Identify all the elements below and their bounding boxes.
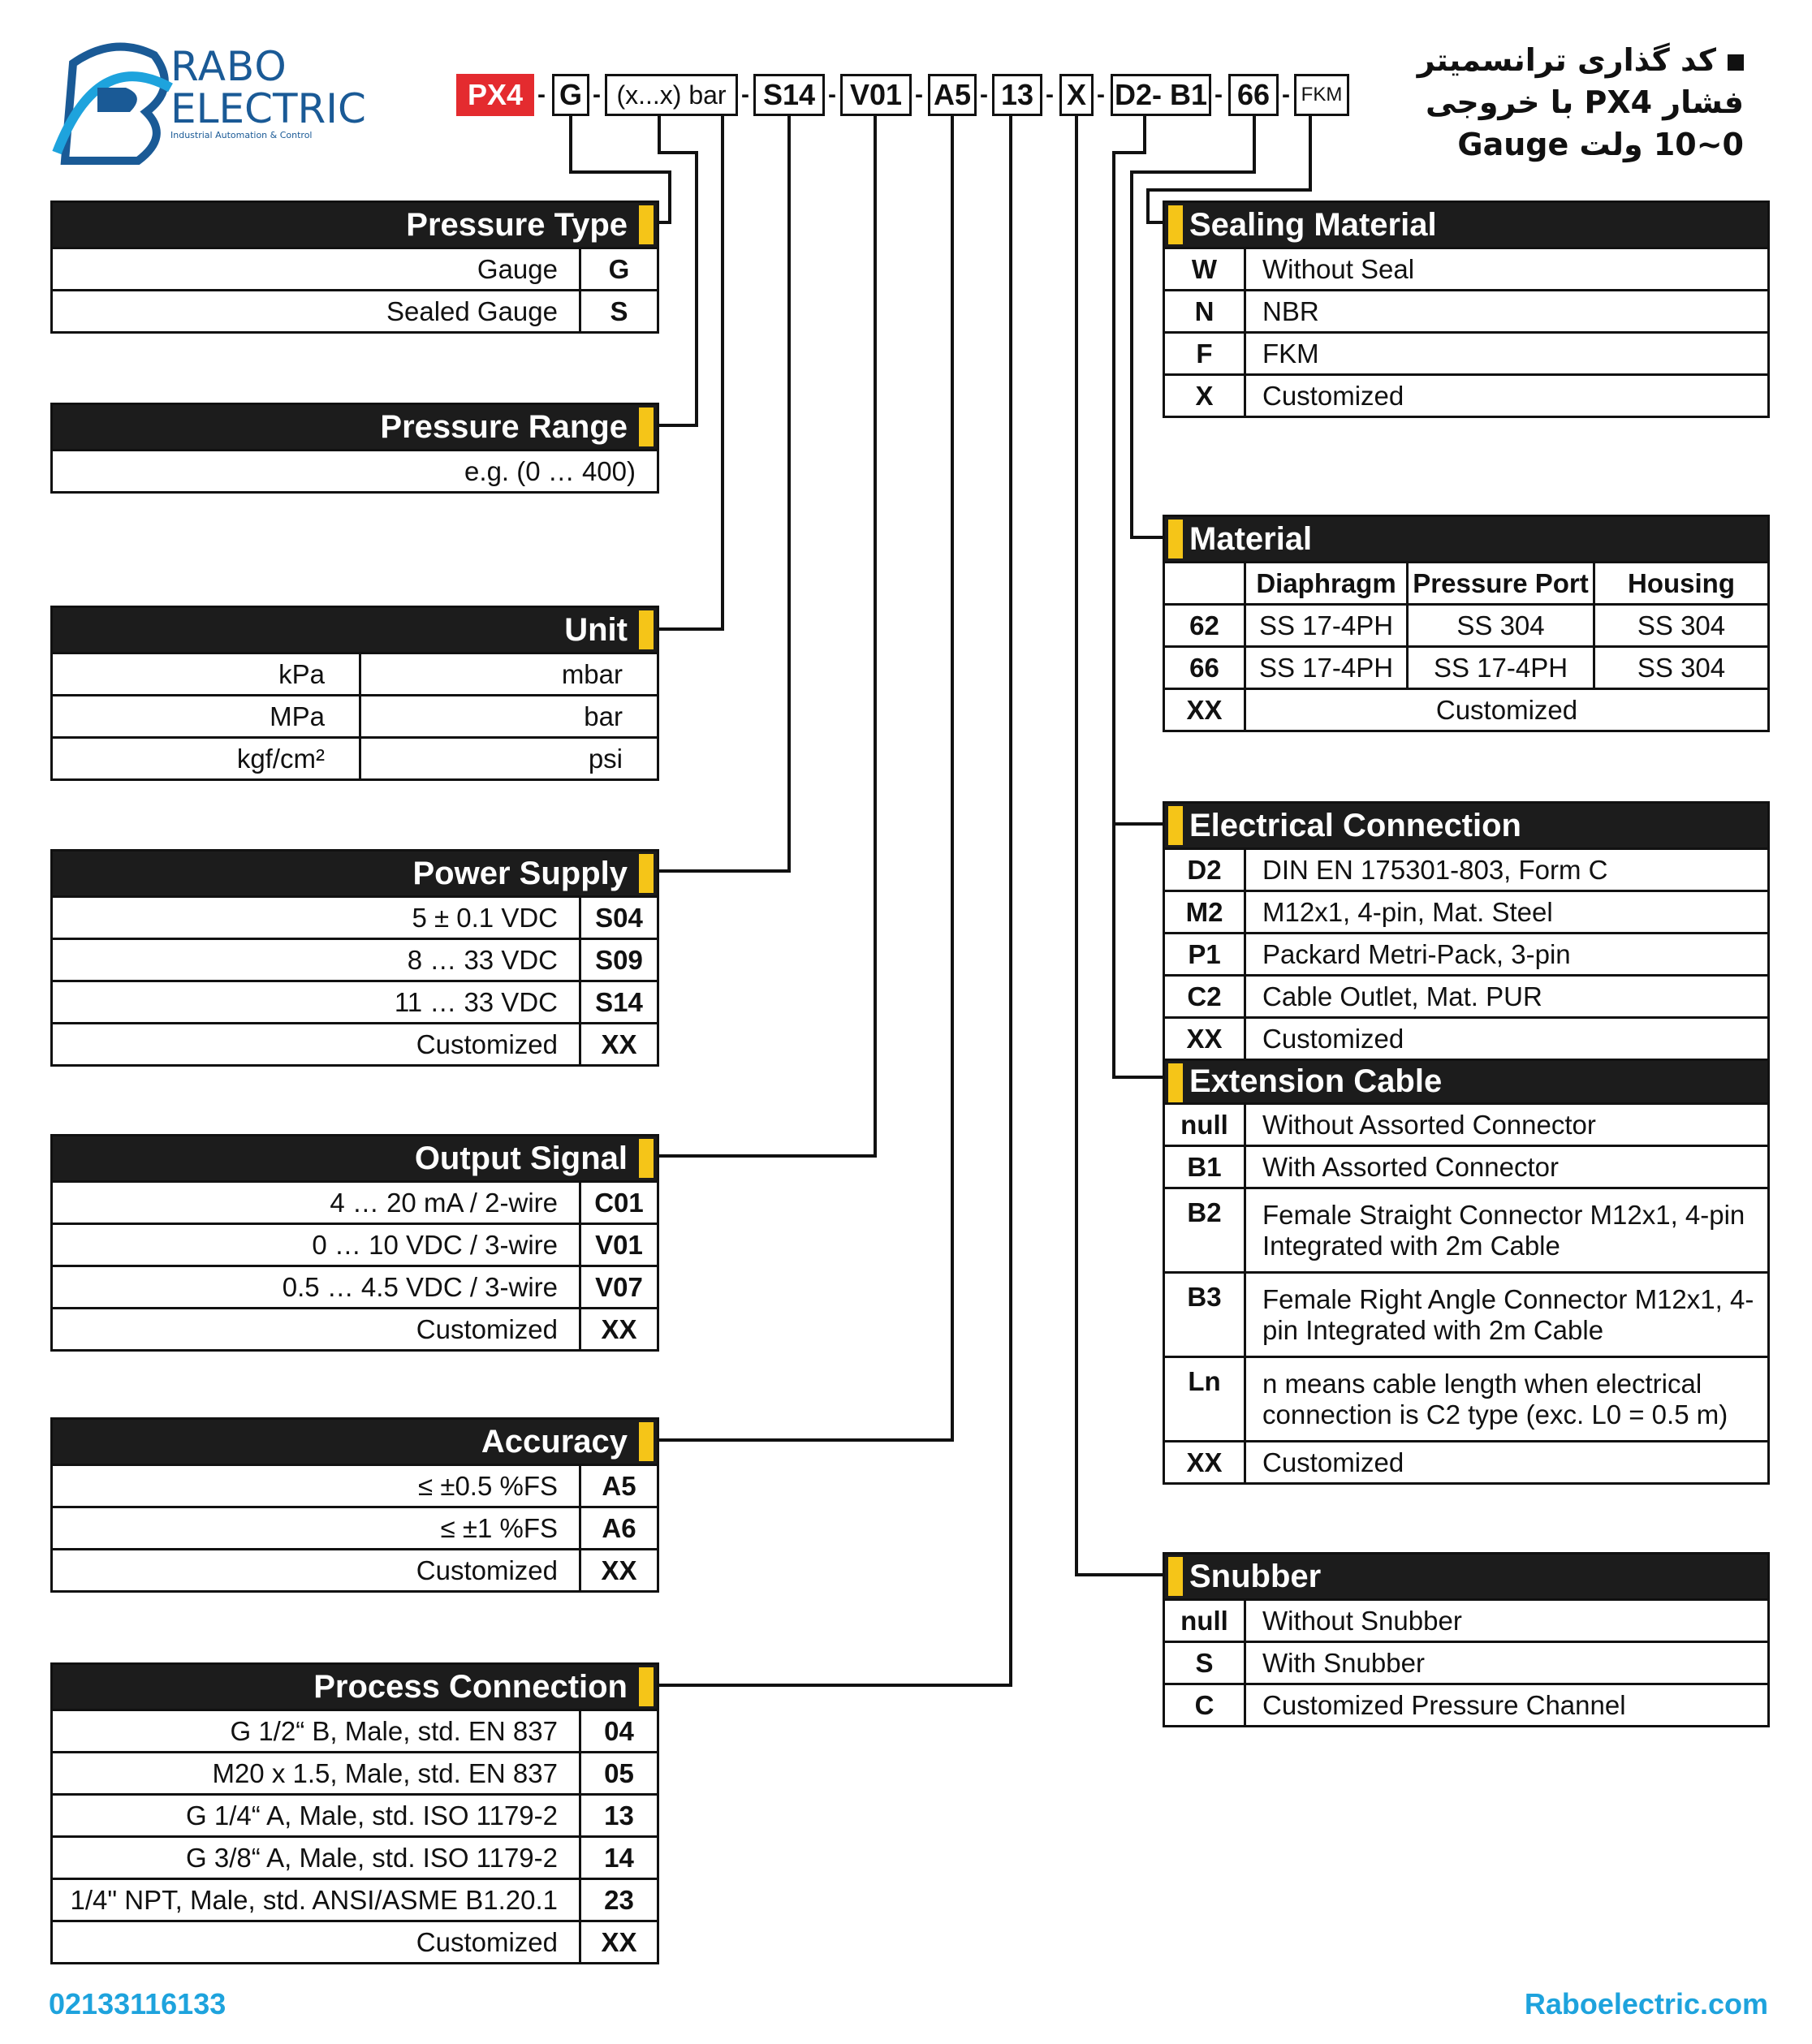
row-desc: FKM bbox=[1262, 338, 1319, 369]
table-row bbox=[53, 449, 657, 491]
row-desc: n means cable length when electrical connection is C2 type (exc. L0 = 0.5 m) bbox=[1262, 1368, 1728, 1430]
material-cell: SS 17-4PH bbox=[1246, 648, 1409, 688]
column-header: Housing bbox=[1628, 567, 1735, 598]
table-row bbox=[53, 1464, 657, 1506]
table-row bbox=[53, 694, 657, 736]
row-code: V01 bbox=[579, 1225, 657, 1265]
row-code: A5 bbox=[579, 1466, 657, 1506]
row-code: 23 bbox=[579, 1880, 657, 1920]
row-desc: Female Right Angle Connector M12x1, 4-pin Integrated with 2m Cable bbox=[1262, 1283, 1754, 1345]
brand-name-line2: ELECTRIC bbox=[170, 85, 366, 132]
output-signal-table bbox=[50, 1134, 659, 1352]
table-row bbox=[1165, 331, 1767, 373]
table-title: Electrical Connection bbox=[1189, 807, 1521, 843]
header-marker bbox=[639, 1422, 654, 1461]
row-desc: Without Seal bbox=[1262, 253, 1415, 284]
table-row bbox=[53, 1307, 657, 1349]
row-code: M2 bbox=[1165, 892, 1246, 932]
row-desc: Customized bbox=[1435, 694, 1578, 725]
table-row bbox=[1165, 373, 1767, 416]
title-line2: فشار PX4 با خروجی bbox=[1425, 84, 1744, 120]
row-code: N bbox=[1165, 291, 1246, 331]
header-marker bbox=[1168, 520, 1183, 558]
page-title bbox=[1417, 39, 1744, 166]
table-row bbox=[1165, 1356, 1767, 1440]
row-desc: With Snubber bbox=[1262, 1647, 1425, 1678]
unit-cell: mbar bbox=[561, 658, 623, 689]
row-desc: Customized bbox=[416, 1555, 558, 1585]
row-desc: Customized bbox=[416, 1028, 558, 1059]
table-row bbox=[53, 289, 657, 331]
row-desc: Customized bbox=[1262, 380, 1404, 411]
column-header: Pressure Port bbox=[1409, 563, 1595, 603]
table-row bbox=[1165, 890, 1767, 932]
table-row bbox=[1165, 603, 1767, 645]
table-row bbox=[53, 1793, 657, 1835]
code-seg-electrical: D2- B1 bbox=[1111, 74, 1211, 116]
row-code: Ln bbox=[1165, 1358, 1246, 1440]
table-row bbox=[53, 938, 657, 980]
header-marker bbox=[1168, 806, 1183, 845]
code-sep: - bbox=[980, 81, 988, 108]
footer-phone: 02133116133 bbox=[49, 1987, 226, 2020]
table-row bbox=[1165, 289, 1767, 331]
table-row bbox=[1165, 645, 1767, 688]
unit-cell: bar bbox=[584, 701, 623, 731]
code-sep: - bbox=[741, 81, 749, 108]
row-code: 62 bbox=[1165, 606, 1246, 645]
code-seg-model: PX4 bbox=[456, 74, 534, 116]
row-code: XX bbox=[1165, 1019, 1246, 1059]
row-code: 05 bbox=[579, 1753, 657, 1793]
table-title: Pressure Range bbox=[380, 408, 628, 445]
table-row bbox=[1165, 247, 1767, 289]
row-code: XX bbox=[579, 1309, 657, 1349]
rabo-logo-icon bbox=[49, 31, 179, 173]
table-row bbox=[53, 1709, 657, 1751]
table-row bbox=[53, 1835, 657, 1878]
row-code: XX bbox=[579, 1024, 657, 1064]
row-code: W bbox=[1165, 249, 1246, 289]
code-sep: - bbox=[828, 81, 836, 108]
table-row bbox=[1165, 1598, 1767, 1641]
material-cell: SS 304 bbox=[1637, 652, 1726, 683]
row-desc: G 1/2“ B, Male, std. EN 837 bbox=[230, 1715, 558, 1746]
row-code: F bbox=[1165, 334, 1246, 373]
material-cell: SS 304 bbox=[1409, 606, 1595, 645]
row-desc: Without Snubber bbox=[1262, 1605, 1462, 1636]
table-title: Power Supply bbox=[412, 855, 628, 891]
brand-name-line1: RABO bbox=[170, 43, 287, 90]
table-title: Sealing Material bbox=[1189, 206, 1437, 243]
row-desc: Female Straight Connector M12x1, 4-pin Integrated with 2m Cable bbox=[1262, 1199, 1745, 1261]
code-seg-process: 13 bbox=[992, 74, 1042, 116]
row-desc: 0.5 … 4.5 VDC / 3-wire bbox=[282, 1271, 558, 1302]
table-row bbox=[1165, 1683, 1767, 1725]
table-title: Extension Cable bbox=[1189, 1063, 1443, 1099]
row-desc: Sealed Gauge bbox=[386, 295, 558, 326]
table-title: Snubber bbox=[1189, 1558, 1322, 1594]
row-desc: Customized Pressure Channel bbox=[1262, 1689, 1626, 1720]
row-desc: 5 ± 0.1 VDC bbox=[412, 902, 558, 933]
row-code: C01 bbox=[579, 1183, 657, 1223]
row-code: G bbox=[579, 249, 657, 289]
row-desc: 0 … 10 VDC / 3-wire bbox=[312, 1229, 558, 1260]
row-desc: Customized bbox=[416, 1926, 558, 1957]
code-seg-accuracy: A5 bbox=[928, 74, 977, 116]
table-title: Material bbox=[1189, 520, 1313, 557]
row-code: XX bbox=[1165, 1442, 1246, 1482]
table-header-row bbox=[1165, 561, 1767, 603]
row-code: S09 bbox=[579, 940, 657, 980]
header-marker bbox=[639, 854, 654, 893]
row-desc: Packard Metri-Pack, 3-pin bbox=[1262, 938, 1571, 969]
pressure-range-table bbox=[50, 403, 659, 494]
row-desc: M12x1, 4-pin, Mat. Steel bbox=[1262, 896, 1553, 927]
row-code: X bbox=[1165, 376, 1246, 416]
electrical-connection-table bbox=[1163, 801, 1770, 1485]
table-row bbox=[53, 1506, 657, 1548]
header-marker bbox=[1168, 1063, 1183, 1102]
code-seg-material: 66 bbox=[1228, 74, 1279, 116]
header-marker bbox=[639, 408, 654, 446]
pressure-type-table bbox=[50, 201, 659, 334]
row-code: XX bbox=[579, 1922, 657, 1962]
table-title: Pressure Type bbox=[406, 206, 628, 243]
row-desc: 1/4" NPT, Male, std. ANSI/ASME B1.20.1 bbox=[70, 1884, 558, 1915]
code-sep: - bbox=[537, 81, 546, 108]
row-code: B1 bbox=[1165, 1147, 1246, 1187]
table-row bbox=[1165, 1187, 1767, 1271]
row-code: 66 bbox=[1165, 648, 1246, 688]
row-code: null bbox=[1165, 1601, 1246, 1641]
brand-tagline: Industrial Automation & Control bbox=[170, 130, 313, 140]
row-desc: DIN EN 175301-803, Form C bbox=[1262, 854, 1608, 885]
header-marker bbox=[639, 205, 654, 244]
table-row bbox=[1165, 1016, 1767, 1059]
unit-cell: kgf/cm² bbox=[53, 739, 361, 778]
table-row bbox=[53, 1265, 657, 1307]
row-desc: ≤ ±0.5 %FS bbox=[418, 1470, 558, 1501]
header-marker bbox=[1168, 205, 1183, 244]
title-line3: 0~10 ولت Gauge bbox=[1457, 127, 1744, 162]
code-seg-output: V01 bbox=[840, 74, 912, 116]
row-code: null bbox=[1165, 1105, 1246, 1145]
sealing-material-table bbox=[1163, 201, 1770, 418]
table-row bbox=[53, 736, 657, 778]
snubber-table bbox=[1163, 1552, 1770, 1727]
row-desc: With Assorted Connector bbox=[1262, 1151, 1559, 1182]
row-code: C2 bbox=[1165, 977, 1246, 1016]
code-seg-sealing: FKM bbox=[1294, 74, 1349, 116]
material-cell: SS 17-4PH bbox=[1246, 606, 1409, 645]
row-code: S bbox=[1165, 1643, 1246, 1683]
row-desc: G 1/4“ A, Male, std. ISO 1179-2 bbox=[186, 1800, 558, 1831]
code-sep: - bbox=[915, 81, 923, 108]
table-row bbox=[1165, 974, 1767, 1016]
table-row bbox=[1165, 1271, 1767, 1356]
table-row bbox=[53, 1878, 657, 1920]
code-sep: - bbox=[1282, 81, 1290, 108]
footer-website[interactable]: Raboelectric.com bbox=[1524, 1987, 1768, 2020]
row-desc: Gauge bbox=[477, 253, 558, 284]
unit-cell: MPa bbox=[53, 696, 361, 736]
table-row bbox=[53, 1022, 657, 1064]
code-seg-power: S14 bbox=[753, 74, 825, 116]
power-supply-table bbox=[50, 849, 659, 1067]
row-desc: Customized bbox=[416, 1313, 558, 1344]
accuracy-table bbox=[50, 1417, 659, 1593]
row-code: B3 bbox=[1165, 1274, 1246, 1356]
row-code: S bbox=[579, 291, 657, 331]
row-code: 04 bbox=[579, 1711, 657, 1751]
unit-table bbox=[50, 606, 659, 781]
row-code: XX bbox=[579, 1550, 657, 1590]
row-code: V07 bbox=[579, 1267, 657, 1307]
row-code: D2 bbox=[1165, 850, 1246, 890]
table-row bbox=[1165, 1145, 1767, 1187]
table-row bbox=[53, 1548, 657, 1590]
code-sep: - bbox=[1097, 81, 1105, 108]
row-code: A6 bbox=[579, 1508, 657, 1548]
table-row bbox=[1165, 1641, 1767, 1683]
code-sep: - bbox=[1046, 81, 1054, 108]
table-row bbox=[1165, 1102, 1767, 1145]
row-code: S14 bbox=[579, 982, 657, 1022]
table-row bbox=[53, 895, 657, 938]
code-sep: - bbox=[1214, 81, 1223, 108]
row-desc: ≤ ±1 %FS bbox=[440, 1512, 558, 1543]
row-code: C bbox=[1165, 1685, 1246, 1725]
table-row bbox=[1165, 1440, 1767, 1482]
row-desc: Cable Outlet, Mat. PUR bbox=[1262, 981, 1542, 1011]
brand-logo bbox=[49, 31, 366, 173]
unit-cell: psi bbox=[588, 743, 623, 774]
code-seg-snubber: X bbox=[1059, 74, 1094, 116]
row-code bbox=[1165, 563, 1246, 603]
row-desc: Without Assorted Connector bbox=[1262, 1109, 1596, 1140]
row-desc: 11 … 33 VDC bbox=[394, 986, 558, 1017]
table-row bbox=[1165, 847, 1767, 890]
row-code: B2 bbox=[1165, 1189, 1246, 1271]
header-marker bbox=[639, 1667, 654, 1706]
code-sep: - bbox=[593, 81, 601, 108]
table-row bbox=[1165, 688, 1767, 730]
table-row bbox=[53, 1223, 657, 1265]
row-code: 14 bbox=[579, 1838, 657, 1878]
table-row bbox=[53, 247, 657, 289]
row-code: P1 bbox=[1165, 934, 1246, 974]
row-desc: G 3/8“ A, Male, std. ISO 1179-2 bbox=[186, 1842, 558, 1873]
code-seg-range: (x...x) bar bbox=[605, 74, 738, 116]
header-marker bbox=[639, 1139, 654, 1178]
row-code: S04 bbox=[579, 898, 657, 938]
table-row bbox=[53, 1180, 657, 1223]
process-connection-table bbox=[50, 1662, 659, 1964]
table-row bbox=[53, 1751, 657, 1793]
range-example: e.g. (0 … 400) bbox=[464, 455, 636, 486]
code-seg-pressure-type: G bbox=[552, 74, 589, 116]
material-cell: SS 17-4PH bbox=[1409, 648, 1595, 688]
row-desc: NBR bbox=[1262, 295, 1319, 326]
material-table bbox=[1163, 515, 1770, 732]
row-desc: Customized bbox=[1262, 1023, 1404, 1054]
material-cell: SS 304 bbox=[1637, 610, 1726, 640]
title-line1: کد گذاری ترانسمیتر bbox=[1417, 42, 1716, 78]
table-row bbox=[53, 980, 657, 1022]
row-desc: Customized bbox=[1262, 1447, 1404, 1477]
table-title: Output Signal bbox=[414, 1140, 628, 1176]
header-marker bbox=[639, 610, 654, 649]
row-desc: M20 x 1.5, Male, std. EN 837 bbox=[212, 1757, 558, 1788]
row-desc: 4 … 20 mA / 2-wire bbox=[330, 1187, 558, 1218]
table-title: Process Connection bbox=[313, 1668, 628, 1705]
unit-cell: kPa bbox=[53, 654, 361, 694]
table-title: Accuracy bbox=[481, 1423, 628, 1460]
header-marker bbox=[1168, 1557, 1183, 1596]
row-code: 13 bbox=[579, 1796, 657, 1835]
column-header: Diaphragm bbox=[1246, 563, 1409, 603]
table-title: Unit bbox=[564, 611, 628, 648]
table-row bbox=[53, 1920, 657, 1962]
row-code: XX bbox=[1165, 690, 1246, 730]
table-row bbox=[53, 652, 657, 694]
row-desc: 8 … 33 VDC bbox=[407, 944, 558, 975]
table-row bbox=[1165, 932, 1767, 974]
bullet-square-icon bbox=[1728, 54, 1744, 71]
